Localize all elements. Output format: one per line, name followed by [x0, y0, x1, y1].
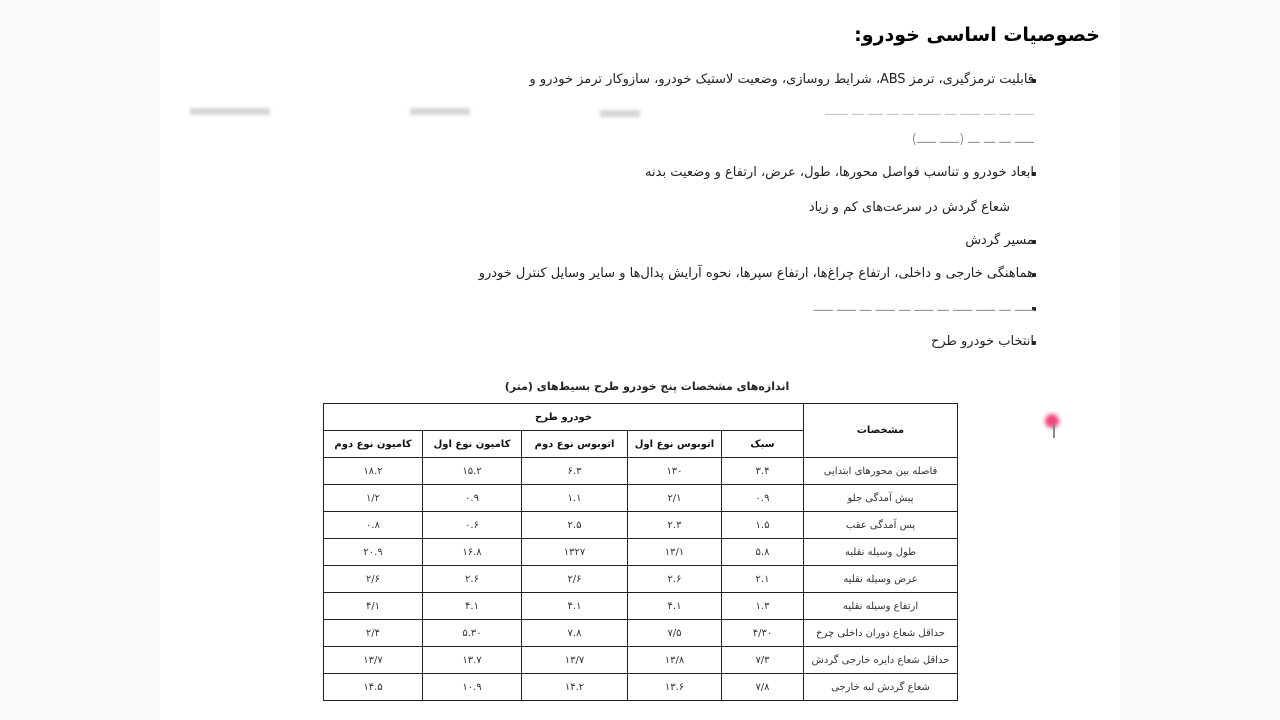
table-cell: ۰.۶ [423, 512, 522, 539]
blurred-text [190, 108, 270, 115]
table-cell: ۱۳/۱ [628, 539, 722, 566]
table-cell: ۲.۶ [628, 566, 722, 593]
table-cell: ۳.۴ [722, 458, 804, 485]
table-row [324, 674, 958, 701]
pink-cursor-marker-icon [1045, 414, 1059, 428]
table-cell: ۱۶.۸ [423, 539, 522, 566]
table-cell: ۱۰.۹ [423, 674, 522, 701]
vehicle-spec-table [323, 403, 958, 701]
table-row [324, 620, 958, 647]
bullet-item: ـــــ ـــ ـــــ ـــــ ـــ ـــــ ـــ ـــــ ـــ ـــــ ـــــ [813, 300, 1034, 315]
bullet-item: انتخاب خودرو طرح [930, 334, 1034, 349]
table-cell: ۰.۸ [324, 512, 423, 539]
table-cell: ۰.۹ [722, 485, 804, 512]
table-cell: ۲/۶ [324, 566, 423, 593]
bullet-list [160, 0, 1120, 360]
table-cell: ۲/۴ [324, 620, 423, 647]
table-cell: ۴.۱ [628, 593, 722, 620]
table-cell: ۱۳/۷ [324, 647, 423, 674]
table-row [324, 647, 958, 674]
section-heading: خصوصیات اساسی خودرو: [854, 24, 1100, 46]
table-cell: ۱.۳ [722, 593, 804, 620]
table-cell: ۷.۸ [522, 620, 628, 647]
table-cell: ۱۳/۸ [628, 647, 722, 674]
table-cell: ۱۸.۲ [324, 458, 423, 485]
table-row [324, 485, 958, 512]
table-cell: ۱۳/۷ [522, 647, 628, 674]
row-label: فاصله بین محورهای ابتدایی [804, 458, 958, 485]
table-cell: ۲.۶ [423, 566, 522, 593]
table-cell: ۷/۸ [722, 674, 804, 701]
blurred-text [410, 108, 470, 115]
table-cell: ۲.۳ [628, 512, 722, 539]
column-header: کامیون نوع دوم [324, 431, 423, 458]
row-label: ارتفاع وسیله نقلیه [804, 593, 958, 620]
table-cell: ۴/۳۰ [722, 620, 804, 647]
table-cell: ۲۰.۹ [324, 539, 423, 566]
document-page [160, 0, 1120, 720]
table-caption: اندازه‌های مشخصات پنج خودرو طرح بسیط‌های (متر) [504, 380, 790, 393]
table-row [324, 566, 958, 593]
row-label: پیش آمدگی جلو [804, 485, 958, 512]
table-cell: ۶.۳ [522, 458, 628, 485]
table-cell: ۲.۵ [522, 512, 628, 539]
column-header: کامیون نوع اول [423, 431, 522, 458]
row-label: پس آمدگی عقب [804, 512, 958, 539]
row-label: شعاع گردش لبه خارجی [804, 674, 958, 701]
row-label: طول وسیله نقلیه [804, 539, 958, 566]
bullet-item: مسیر گردش [965, 233, 1034, 248]
table-cell: ۷/۵ [628, 620, 722, 647]
bullet-item: ابعاد خودرو و تناسب فواصل محورها، طول، عرض، ارتفاع و وضعیت بدنه [645, 165, 1034, 180]
bullet-item-continuation: ـــــ ـــ ـــ ـــــ ـــ ــــــ ـــ ـــ ــــ ـــ ــــــ [825, 104, 1034, 119]
blurred-text [600, 110, 640, 117]
table-cell: ۵.۸ [722, 539, 804, 566]
table-cell: ۴.۱ [423, 593, 522, 620]
table-cell: ۱۳۰ [628, 458, 722, 485]
text-cursor-icon [1053, 424, 1055, 438]
row-label: عرض وسیله نقلیه [804, 566, 958, 593]
table-cell: ۱۵.۲ [423, 458, 522, 485]
table-cell: ۱۳.۷ [423, 647, 522, 674]
table-cell: ۲.۱ [722, 566, 804, 593]
table-cell: ۵.۳۰ [423, 620, 522, 647]
table-cell: ۱۴.۲ [522, 674, 628, 701]
table-row [324, 593, 958, 620]
row-label: حداقل شعاع دایره خارجی گردش [804, 647, 958, 674]
table-cell: ۷/۳ [722, 647, 804, 674]
table-row [324, 539, 958, 566]
table-cell: ۲/۶ [522, 566, 628, 593]
table-cell: ۱/۲ [324, 485, 423, 512]
row-label: حداقل شعاع دوران داخلی چرخ [804, 620, 958, 647]
label-column-header: مشخصات [804, 404, 958, 458]
column-header: اتوبوس نوع اول [628, 431, 722, 458]
bullet-item: هماهنگی خارجی و داخلی، ارتفاع چراغ‌ها، ارتفاع سپرها، نحوه آرایش پدال‌ها و سایر وسایل کنترل خودرو [478, 266, 1034, 281]
table-cell: ۱.۵ [722, 512, 804, 539]
column-header: اتوبوس نوع دوم [522, 431, 628, 458]
bullet-item-continuation: ـــــ ـــ ـــ ـــ (ـــــ ـــــ) [911, 132, 1034, 147]
table-cell: ۴/۱ [324, 593, 423, 620]
table-header-row [324, 404, 958, 431]
bullet-item: قابلیت ترمزگیری، ترمز ABS، شرایط روسازی، وضعیت لاستیک خودرو، سازوکار ترمز خودرو و [529, 72, 1034, 87]
table-cell: ۱۳.۶ [628, 674, 722, 701]
group-header: خودرو طرح [324, 404, 804, 431]
table-row [324, 458, 958, 485]
table-row [324, 512, 958, 539]
table-cell: ۱.۱ [522, 485, 628, 512]
table-cell: ۱۳۲۷ [522, 539, 628, 566]
column-header: سبک [722, 431, 804, 458]
table-cell: ۰.۹ [423, 485, 522, 512]
table-cell: ۴.۱ [522, 593, 628, 620]
bullet-item: شعاع گردش در سرعت‌های کم و زیاد [808, 200, 1010, 215]
table-cell: ۲/۱ [628, 485, 722, 512]
table-cell: ۱۴.۵ [324, 674, 423, 701]
